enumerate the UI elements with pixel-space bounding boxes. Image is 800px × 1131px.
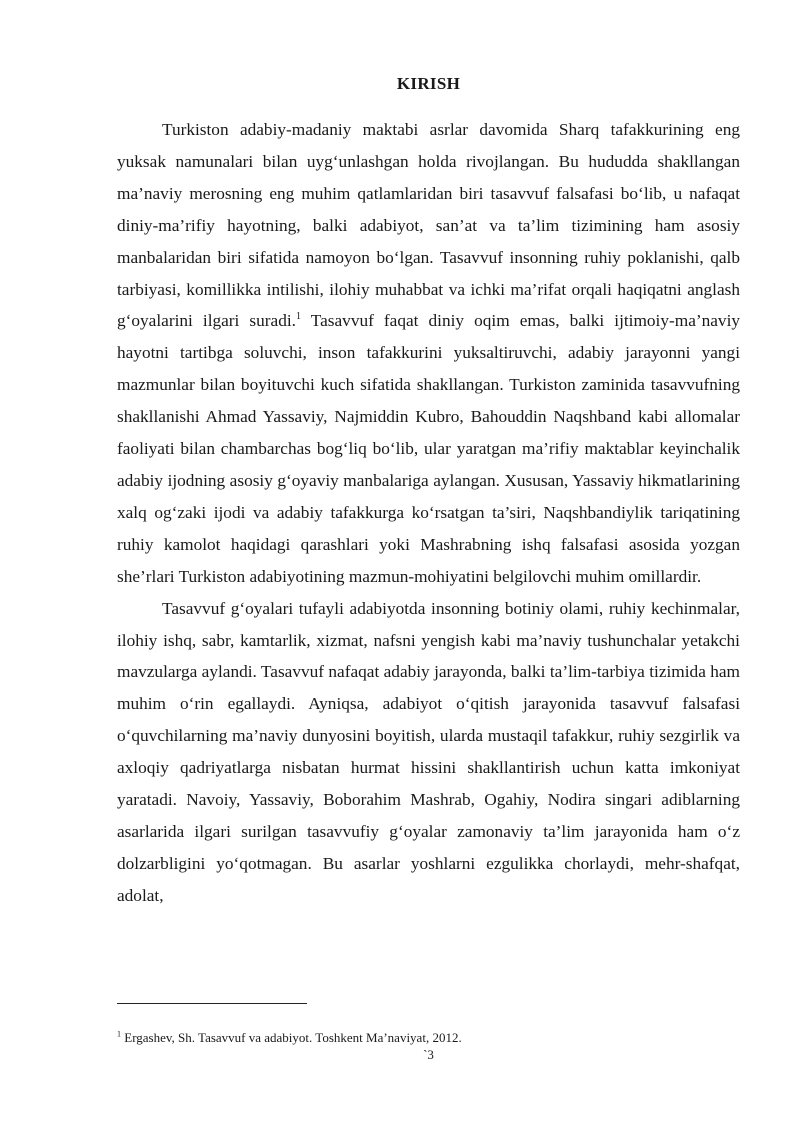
page-number: `3 [423, 1047, 434, 1062]
paragraph-1-part-2: Tasavvuf faqat diniy oqim emas, balki ijtimoiy-ma’naviy hayotni tartibga soluvchi, inson tafakkurini yuksaltiruvchi, adabiy jarayonni yangi mazmunlar bilan boyituvchi kuch sifatida shakllangan. Turkiston zaminida tasavvufning shakllanishi Ahmad Yassaviy, Najmiddin Kubro, Bahouddin Naqshband kabi allomalar faoliyati bilan chambarchas bog‘liq bo‘lib, ular yaratgan ma’rifiy maktablar keyinchalik adabiy ijodning asosiy g‘oyaviy manbalariga aylangan. Xususan, Yassaviy hikmatlarining xalq og‘zaki ijodi va adabiy tafakkurga ko‘rsatgan ta’siri, Naqshbandiylik tariqatining ruhiy kamolot haqidagi qarashlari yoki Mashrabning ishq falsafasi asosida yozgan she’rlari Turkiston adabiyotining mazmun-mohiyatini belgilovchi muhim omillardir. [117, 311, 741, 586]
paragraph-1-part-1: Turkiston adabiy-madaniy maktabi asrlar davomida Sharq tafakkurining eng yuksak namunalari bilan uyg‘unlashgan holda rivojlangan. Bu hududda shakllangan ma’naviy merosning eng muhim qatlamlaridan biri tasavvuf falsafasi bo‘lib, u nafaqat diniy-ma’rifiy hayotning, balki adabiyot, san’at va ta’lim tizimining ham asosiy manbalaridan biri sifatida namoyon bo‘lgan. Tasavvuf insonning ruhiy poklanishi, qalb tarbiyasi, komillikka intilishi, ilohiy muhabbat va ichki ma’rifat orqali haqiqatni anglash g‘oyalarini ilgari suradi. [117, 120, 740, 331]
document-page [117, 0, 740, 1131]
paragraph-1 [117, 114, 740, 593]
paragraph-2: Tasavvuf g‘oyalari tufayli adabiyotda insonning botiniy olami, ruhiy kechinmalar, ilohiy ishq, sabr, kamtarlik, xizmat, nafsni yengish kabi ma’naviy tushunchalar yetakchi mavzularga aylandi. Tasavvuf nafaqat adabiy jarayonda, balki ta’lim-tarbiya tizimida ham muhim o‘rin egallaydi. Ayniqsa, adabiyot o‘qitish jarayonida tasavvuf falsafasi o‘quvchilarning ma’naviy dunyosini boyitish, ularda mustaqil tafakkur, ruhiy sezgirlik va axloqiy qadriyatlarga nisbatan hurmat hissini shakllantirish uchun katta imkoniyat yaratadi. Navoiy, Yassaviy, Boborahim Mashrab, Ogahiy, Nodira singari adiblarning asarlarida ilgari surilgan tasavvufiy g‘oyalar zamonaviy ta’lim jarayonida ham o‘z dolzarbligini yo‘qotmagan. Bu asarlar yoshlarni ezgulikka chorlaydi, mehr-shafqat, adolat, [117, 598, 740, 905]
footnote-marker[interactable]: 1 [296, 311, 301, 323]
footnote-text: Ergashev, Sh. Tasavvuf va adabiyot. Toshkent Ma’naviyat, 2012. [121, 1030, 462, 1045]
body-text [117, 114, 740, 912]
page-title: KIRISH [396, 74, 461, 93]
footnote [117, 1030, 740, 1046]
footnote-divider [117, 1003, 307, 1004]
footnote-number: 1 [117, 1029, 121, 1039]
